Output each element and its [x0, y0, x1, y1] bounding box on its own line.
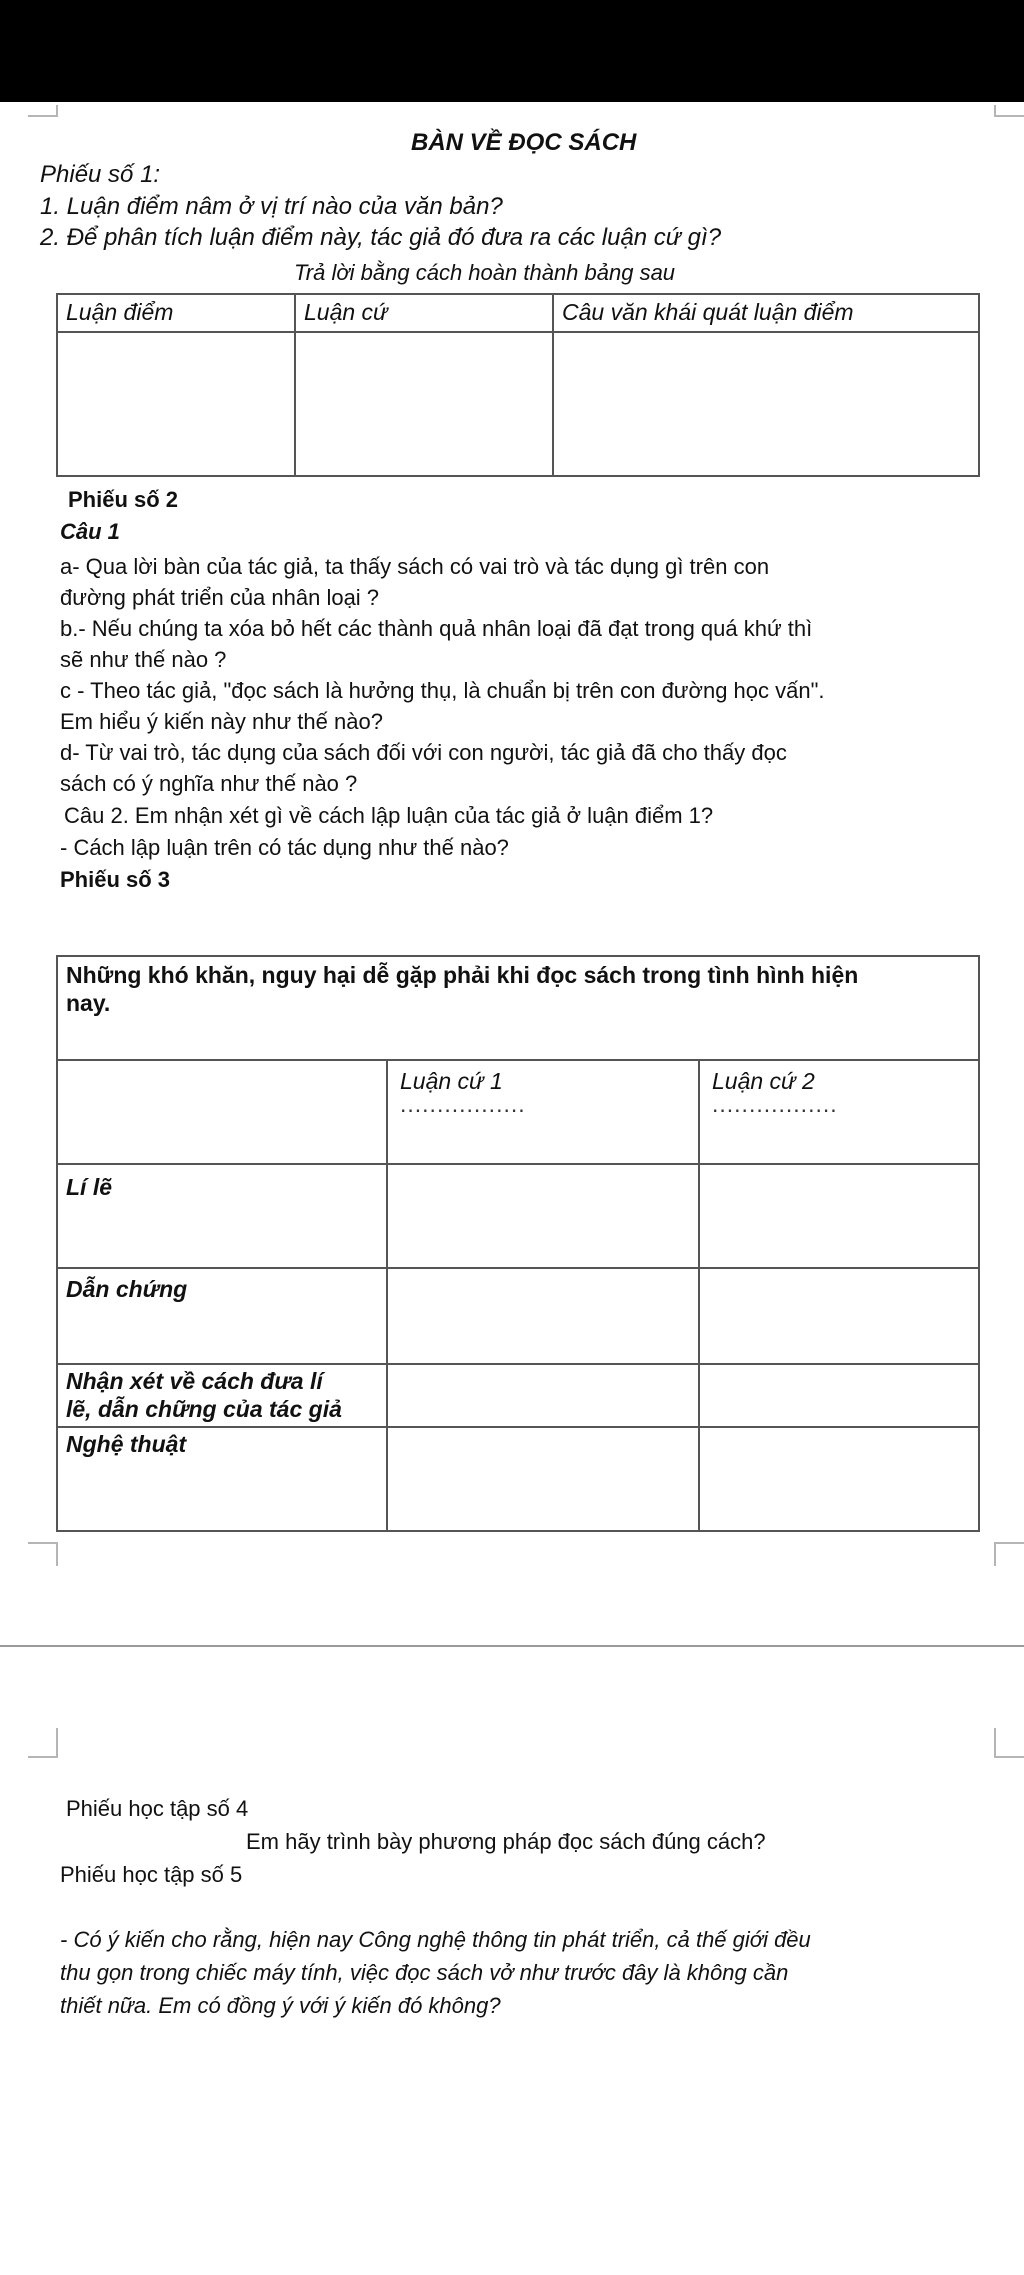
- header-luan-cu-1: [387, 1060, 699, 1164]
- corner-cell: [57, 1060, 387, 1164]
- crop-mark: [994, 1542, 1024, 1566]
- row-nhan-xet-line1: Nhận xét về cách đưa lí: [66, 1368, 323, 1394]
- sheet5-line3: thiết nữa. Em có đồng ý với ý kiến đó không?: [60, 1993, 501, 2018]
- answer-cell[interactable]: [553, 332, 979, 476]
- crop-mark: [994, 1728, 1024, 1758]
- sheet1-question-2: 2. Để phân tích luận điểm này, tác giả đó đưa ra các luận cứ gì?: [40, 224, 722, 251]
- sheet4-label: Phiếu học tập số 4: [66, 1796, 249, 1821]
- header-cau-van: Câu văn khái quát luận điểm: [553, 294, 979, 332]
- page-separator: [0, 1645, 1024, 1647]
- sheet1-label: Phiếu số 1:: [40, 161, 161, 188]
- top-black-bar: [0, 0, 1024, 102]
- row-nghe-thuat: Nghệ thuật: [57, 1427, 387, 1531]
- sheet2-b-line1: b.- Nếu chúng ta xóa bỏ hết các thành quả nhân loại đã đạt trong quá khứ thì: [60, 616, 813, 641]
- answer-cell[interactable]: [387, 1427, 699, 1531]
- luan-cu-1-dots: .................: [400, 1091, 526, 1117]
- sheet2-cau2-sub: - Cách lập luận trên có tác dụng như thế nào?: [60, 835, 509, 860]
- sheet2-c-line2: Em hiểu ý kiến này như thế nào?: [60, 709, 383, 734]
- answer-cell[interactable]: [295, 332, 553, 476]
- sheet3-heading-cell: [57, 956, 979, 1060]
- row-nhan-xet-line2: lẽ, dẫn chững của tác giả: [66, 1396, 342, 1422]
- luan-cu-1-label: Luận cứ 1: [400, 1068, 503, 1094]
- sheet2-cau1: Câu 1: [60, 519, 120, 544]
- answer-cell[interactable]: [387, 1268, 699, 1364]
- sheet1-instruction: Trả lời bằng cách hoàn thành bảng sau: [294, 260, 676, 285]
- crop-mark: [28, 1728, 58, 1758]
- answer-cell[interactable]: [699, 1164, 979, 1268]
- sheet2-cau2: Câu 2. Em nhận xét gì về cách lập luận của tác giả ở luận điểm 1?: [64, 803, 714, 828]
- sheet2-label: Phiếu số 2: [68, 487, 179, 512]
- sheet4-text: Em hãy trình bày phương pháp đọc sách đúng cách?: [246, 1829, 766, 1854]
- sheet2-d-line1: d- Từ vai trò, tác dụng của sách đối với con người, tác giả đã cho thấy đọc: [60, 740, 787, 765]
- sheet5-label: Phiếu học tập số 5: [60, 1862, 243, 1887]
- crop-mark: [28, 1542, 58, 1566]
- document-title: BÀN VỀ ĐỌC SÁCH: [411, 129, 637, 156]
- row-dan-chung: Dẫn chứng: [57, 1268, 387, 1364]
- sheet5-line2: thu gọn trong chiếc máy tính, việc đọc sách vở như trước đây là không cần: [60, 1960, 789, 1985]
- sheet2-b-line2: sẽ như thế nào ?: [60, 647, 227, 672]
- answer-cell[interactable]: [699, 1364, 979, 1427]
- sheet3-table: [56, 955, 980, 1532]
- crop-mark: [994, 105, 1024, 117]
- answer-cell[interactable]: [699, 1427, 979, 1531]
- sheet1-table: [56, 293, 980, 477]
- sheet2-a-line2: đường phát triển của nhân loại ?: [60, 585, 380, 610]
- header-luan-cu: Luận cứ: [295, 294, 553, 332]
- header-luan-cu-2: [699, 1060, 979, 1164]
- answer-cell[interactable]: [387, 1364, 699, 1427]
- answer-cell[interactable]: [57, 332, 295, 476]
- sheet2-d-line2: sách có ý nghĩa như thế nào ?: [60, 771, 358, 796]
- luan-cu-2-dots: .................: [712, 1091, 838, 1117]
- sheet3-heading-line1: Những khó khăn, nguy hại dễ gặp phải khi đọc sách trong tình hình hiện: [66, 962, 859, 988]
- sheet2-a-line1: a- Qua lời bàn của tác giả, ta thấy sách có vai trò và tác dụng gì trên con: [60, 554, 770, 579]
- row-nhan-xet: [57, 1364, 387, 1427]
- sheet5-line1: - Có ý kiến cho rằng, hiện nay Công nghệ thông tin phát triển, cả thế giới đều: [60, 1927, 811, 1952]
- row-li-le: Lí lẽ: [57, 1164, 387, 1268]
- answer-cell[interactable]: [387, 1164, 699, 1268]
- crop-mark: [28, 105, 58, 117]
- answer-cell[interactable]: [699, 1268, 979, 1364]
- sheet2-c-line1: c - Theo tác giả, "đọc sách là hưởng thụ, là chuẩn bị trên con đường học vấn".: [60, 678, 825, 703]
- header-luan-diem: Luận điểm: [57, 294, 295, 332]
- sheet1-question-1: 1. Luận điểm nâm ở vị trí nào của văn bản?: [40, 193, 503, 220]
- sheet3-heading-line2: nay.: [66, 990, 111, 1016]
- luan-cu-2-label: Luận cứ 2: [712, 1068, 815, 1094]
- sheet3-label: Phiếu số 3: [60, 867, 171, 892]
